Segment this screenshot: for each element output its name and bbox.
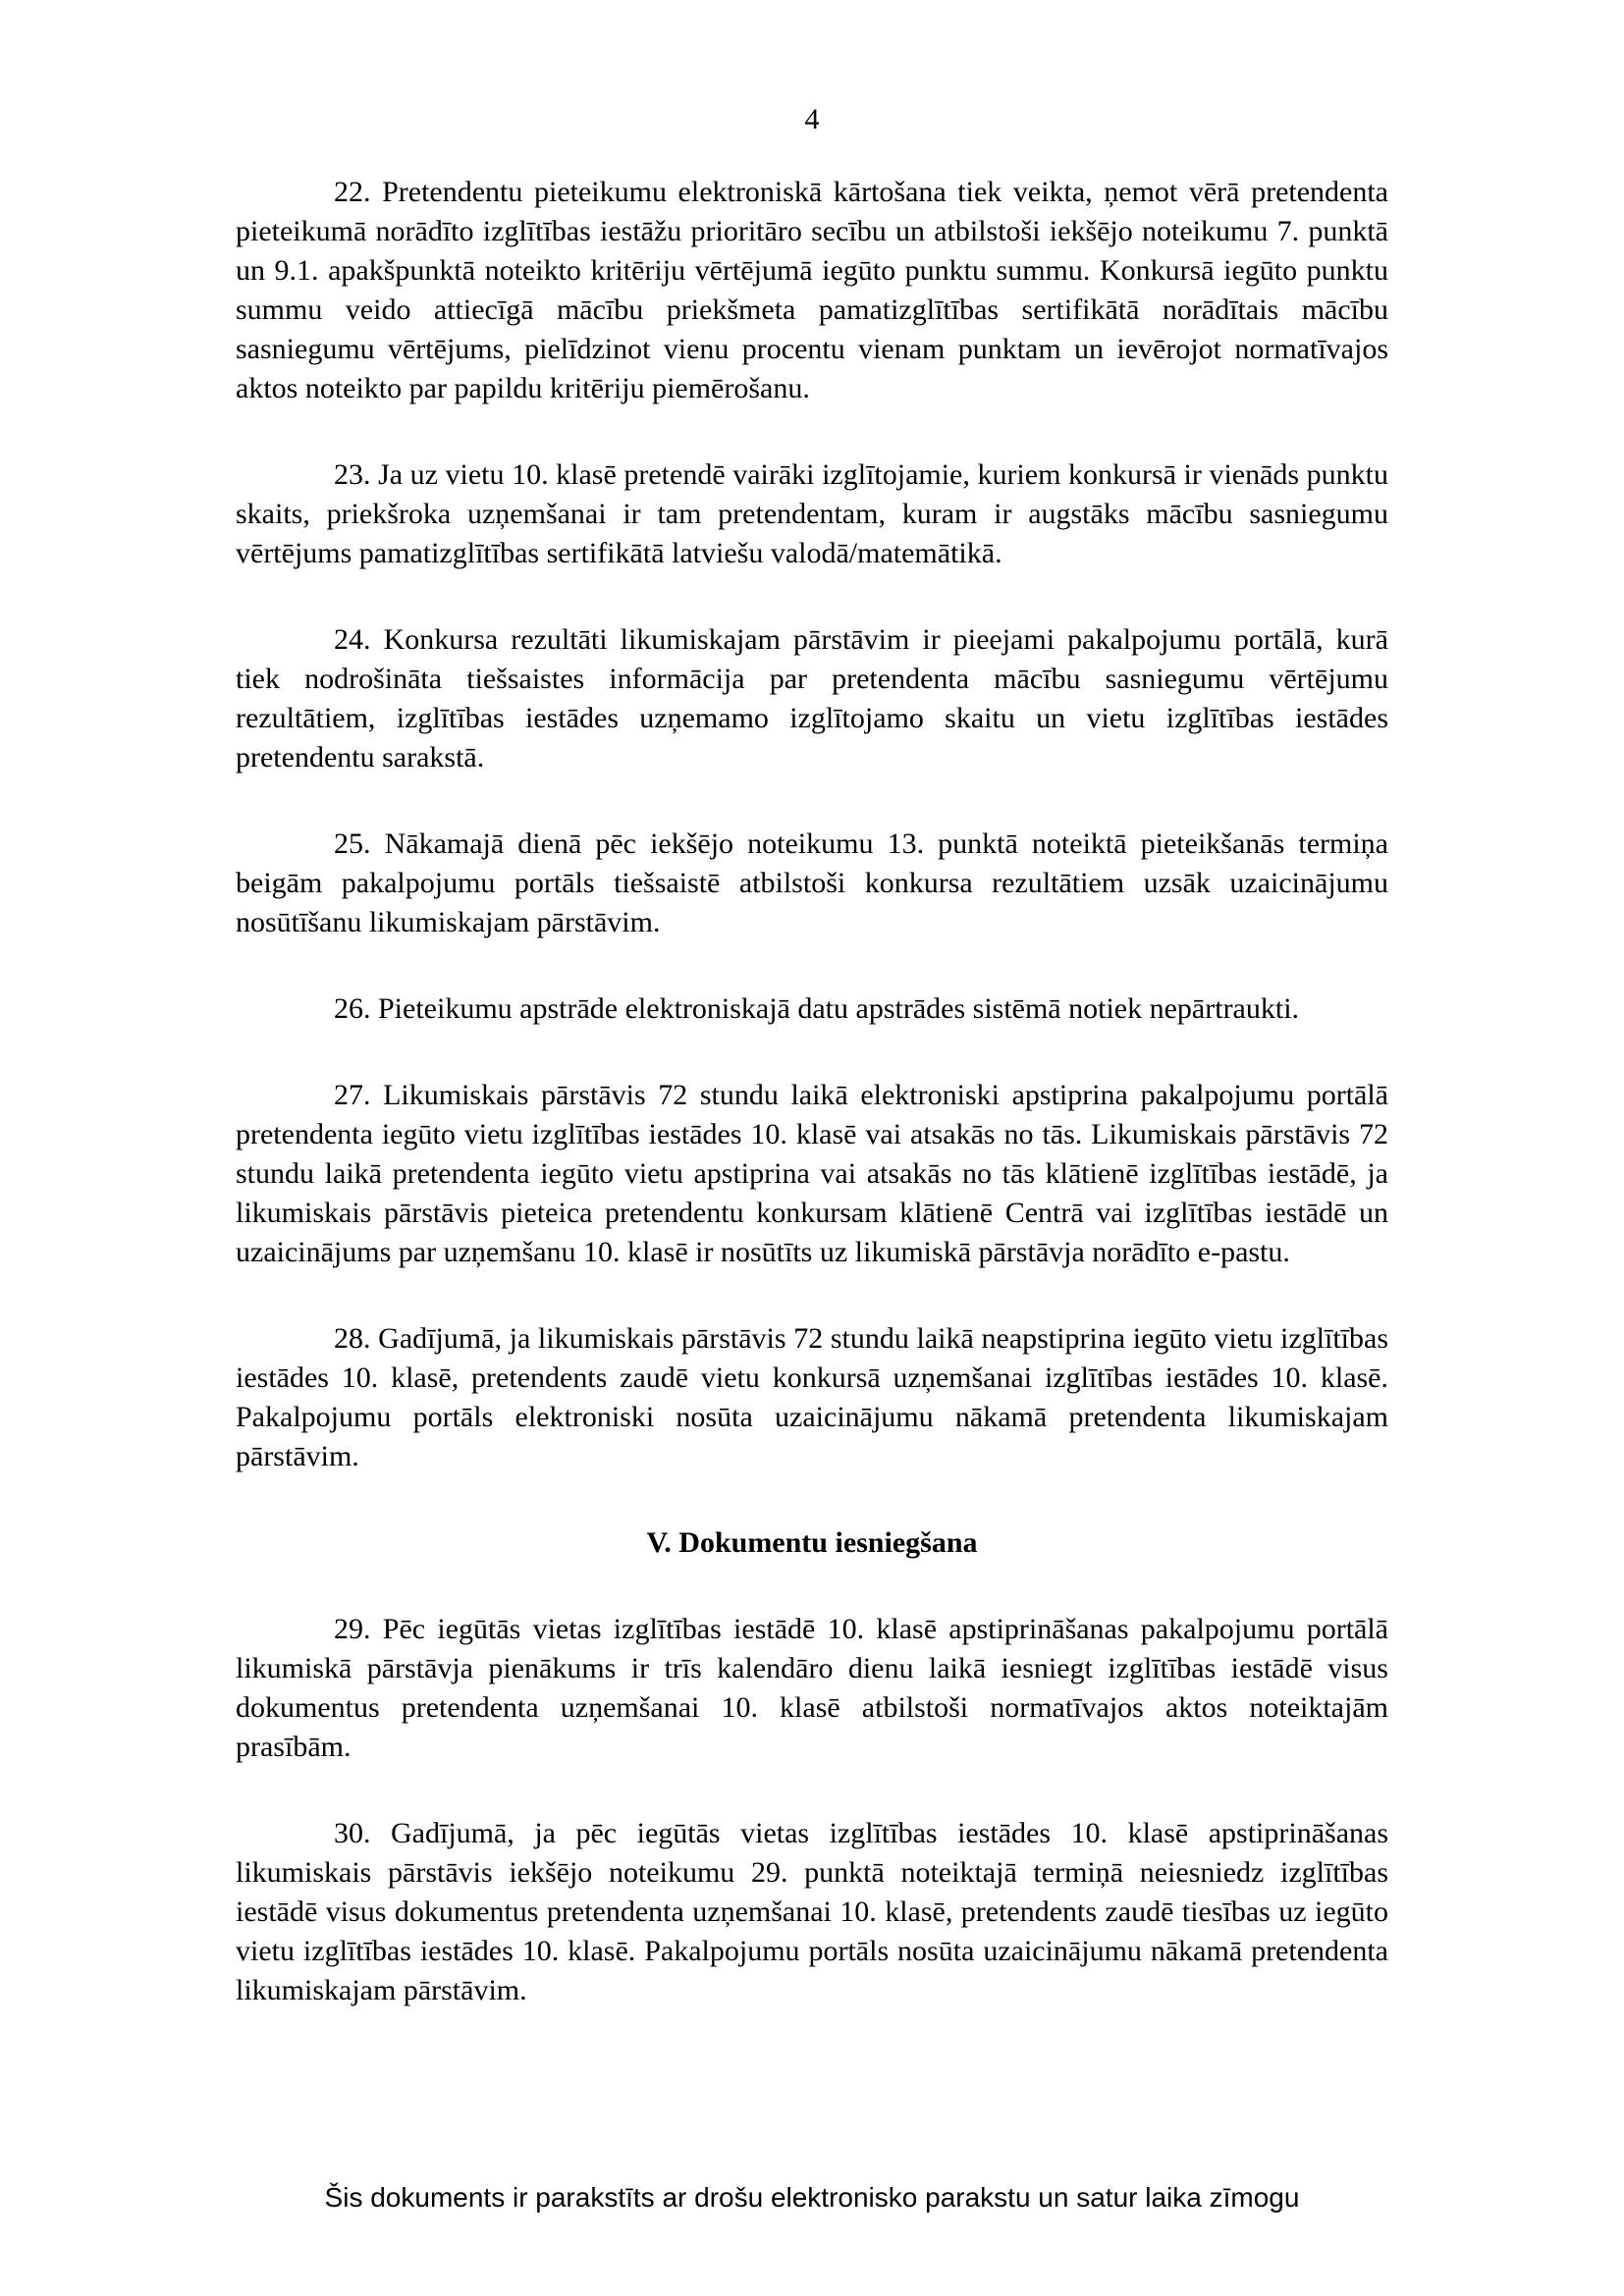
section-heading: V. Dokumentu iesniegšana — [646, 1526, 978, 1559]
signature-footer: Šis dokuments ir parakstīts ar drošu elektronisko parakstu un satur laika zīmogu — [324, 2182, 1300, 2213]
paragraph-28: 28. Gadījumā, ja likumiskais pārstāvis 72 stundu laikā neapstiprina iegūto vietu izglītības iestādes 10. klasē, pretendents zaudē vietu konkursā uzņemšanai izglītības iestādes 10. klasē. Pakalpojumu portāls elektroniski nosūta uzaicinājumu nākamā pretendenta likumiskajam pārstāvim. — [236, 1322, 1388, 1472]
paragraph-25: 25. Nākamajā dienā pēc iekšējo noteikumu 13. punktā noteiktā pieteikšanās termiņa beigām pakalpojumu portāls tiešsaistē atbilstoši konkursa rezultātiem uzsāk uzaicinājumu nosūtīšanu likumiskajam pārstāvim. — [236, 828, 1388, 938]
page-number: 4 — [804, 103, 820, 135]
paragraph-23: 23. Ja uz vietu 10. klasē pretendē vairāki izglītojamie, kuriem konkursā ir vienāds punktu skaits, priekšroka uzņemšanai ir tam pretendentam, kuram ir augstāks mācību sasniegumu vērtējums pamatizglītības sertifikātā latviešu valodā/matemātikā. — [236, 458, 1388, 569]
paragraph-30: 30. Gadījumā, ja pēc iegūtās vietas izglītības iestādes 10. klasē apstiprināšanas likumiskais pārstāvis iekšējo noteikumu 29. punktā noteiktajā termiņā neiesniedz izglītības iestādē visus dokumentus pretendenta uzņemšanai 10. klasē, pretendents zaudē tiesības uz iegūto vietu izglītības iestādes 10. klasē. Pakalpojumu portāls nosūta uzaicinājumu nākamā pretendenta likumiskajam pārstāvim. — [236, 1817, 1388, 2006]
paragraph-26: 26. Pieteikumu apstrāde elektroniskajā datu apstrādes sistēmā notiek nepārtraukti. — [334, 992, 1300, 1025]
document-body — [236, 173, 1388, 2057]
paragraph-24: 24. Konkursa rezultāti likumiskajam pārstāvim ir pieejami pakalpojumu portālā, kurā tiek nodrošināta tiešsaistes informācija par pretendenta mācību sasniegumu vērtējumu rezultātiem, izglītības iestādes uzņemamo izglītojamo skaitu un vietu izglītības iestādes pretendentu sarakstā. — [236, 623, 1388, 774]
paragraph-22: 22. Pretendentu pieteikumu elektroniskā kārtošana tiek veikta, ņemot vērā pretendenta pieteikumā norādīto izglītības iestāžu prioritāro secību un atbilstoši iekšējo noteikumu 7. punktā un 9.1. apakšpunktā noteikto kritēriju vērtējumā iegūto punktu summu. Konkursā iegūto punktu summu veido attiecīgā mācību priekšmeta pamatizglītības sertifikātā norādītais mācību sasniegumu vērtējums, pielīdzinot vienu procentu vienam punktam un ievērojot normatīvajos aktos noteikto par papildu kritēriju piemērošanu. — [236, 176, 1388, 404]
paragraph-29: 29. Pēc iegūtās vietas izglītības iestādē 10. klasē apstiprināšanas pakalpojumu portālā likumiskā pārstāvja pienākums ir trīs kalendāro dienu laikā iesniegt izglītības iestādē visus dokumentus pretendenta uzņemšanai 10. klasē atbilstoši normatīvajos aktos noteiktajām prasībām. — [236, 1613, 1388, 1763]
paragraph-27: 27. Likumiskais pārstāvis 72 stundu laikā elektroniski apstiprina pakalpojumu portālā pretendenta iegūto vietu izglītības iestādes 10. klasē vai atsakās no tās. Likumiskais pārstāvis 72 stundu laikā pretendenta iegūto vietu apstiprina vai atsakās no tās klātienē izglītības iestādē, ja likumiskais pārstāvis pieteica pretendentu konkursam klātienē Centrā vai izglītības iestādē un uzaicinājums par uzņemšanu 10. klasē ir nosūtīts uz likumiskā pārstāvja norādīto e-pastu. — [236, 1079, 1388, 1268]
